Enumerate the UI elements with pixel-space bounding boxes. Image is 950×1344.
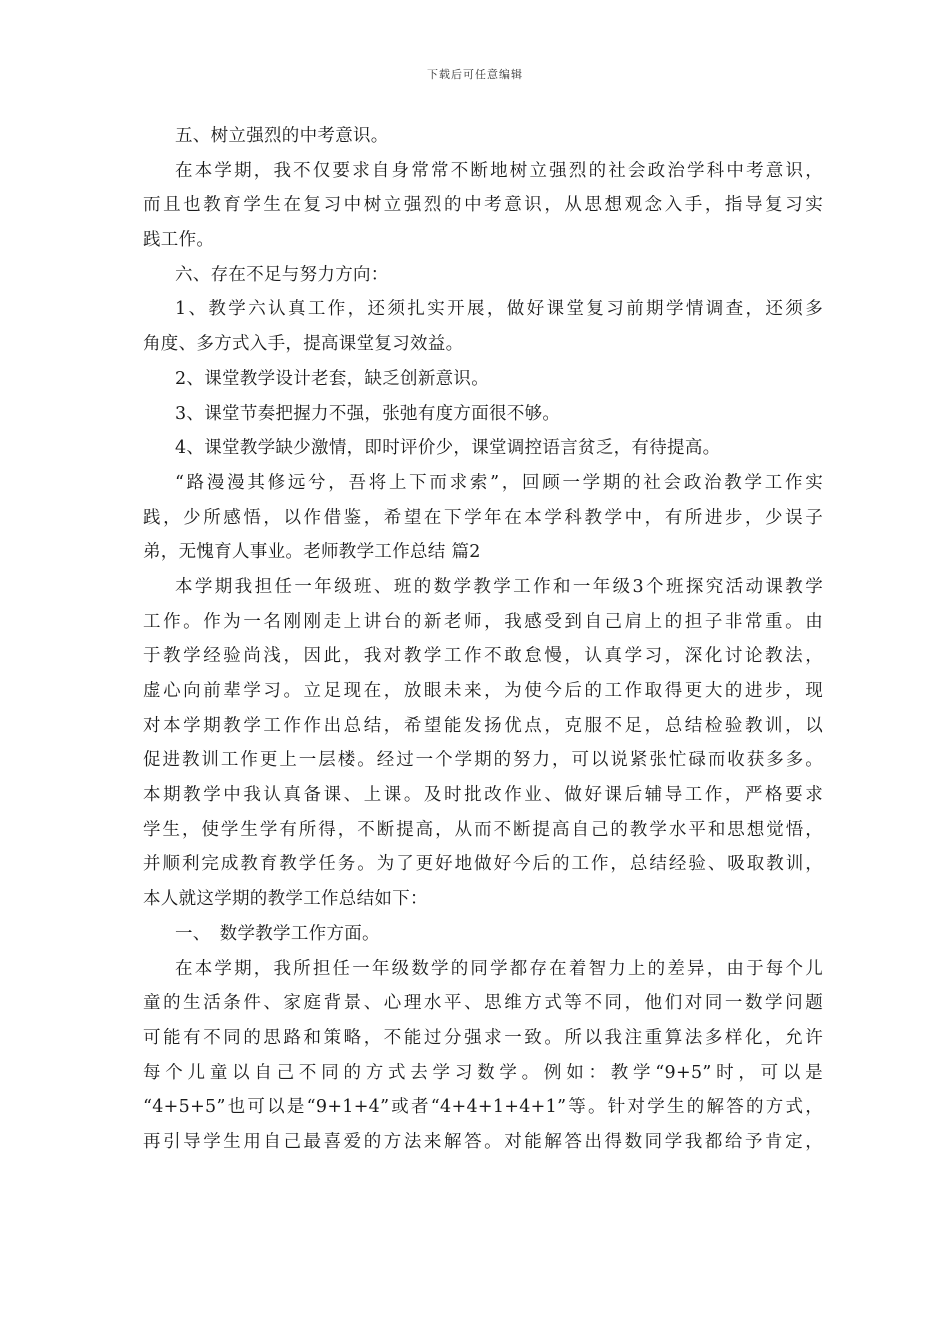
text-line: 在本学期，我所担任一年级数学的同学都存在着智力上的差异，由于每个儿 — [175, 958, 823, 979]
text-line: 学生，使学生学有所得，不断提高，从而不断提高自己的教学水平和思想觉悟， — [143, 819, 823, 840]
text-line: 本学期我担任一年级班、班的数学教学工作和一年级3个班探究活动课教学 — [175, 576, 823, 597]
text-line: “路漫漫其修远兮，吾将上下而求索”，回顾一学期的社会政治教学工作实 — [175, 472, 823, 493]
text-line: 童的生活条件、家庭背景、心理水平、思维方式等不同，他们对同一数学问题 — [143, 993, 823, 1014]
text-line: 六、存在不足与努力方向： — [175, 264, 389, 285]
text-line: 1、教学六认真工作，还须扎实开展，做好课堂复习前期学情调查，还须多 — [175, 299, 823, 320]
text-line: 五、树立强烈的中考意识。 — [175, 126, 389, 146]
text-line: 于教学经验尚浅，因此，我对教学工作不敢怠慢，认真学习，深化讨论教法， — [143, 646, 823, 667]
page-header: 下载后可任意编辑 — [427, 68, 523, 81]
text-line: 一、 数学教学工作方面。 — [175, 923, 380, 944]
text-line: 本人就这学期的教学工作总结如下： — [143, 889, 428, 910]
text-line: “4+5+5”也可以是“9+1+4”或者“4+4+1+4+1”等。针对学生的解答的方式， — [143, 1097, 823, 1118]
text-line: 弟，无愧育人事业。老师教学工作总结 篇2 — [143, 542, 481, 563]
text-line: 3、课堂节奏把握力不强，张弛有度方面很不够。 — [175, 403, 561, 424]
text-line: 对本学期教学工作作出总结，希望能发扬优点，克服不足，总结检验教训，以 — [143, 715, 823, 736]
document-body — [143, 119, 823, 1160]
text-line: 而且也教育学生在复习中树立强烈的中考意识，从思想观念入手，指导复习实 — [143, 195, 823, 216]
text-line: 每个儿童以自己不同的方式去学习数学。例如：教学“9+5”时，可以是 — [143, 1062, 823, 1083]
text-line: 可能有不同的思路和策略，不能过分强求一致。所以我注重算法多样化，允许 — [143, 1027, 823, 1048]
text-line: 2、课堂教学设计老套，缺乏创新意识。 — [175, 368, 490, 389]
text-line: 4、课堂教学缺少激情，即时评价少，课堂调控语言贫乏，有待提高。 — [175, 438, 721, 459]
text-line: 虚心向前辈学习。立足现在，放眼未来，为使今后的工作取得更大的进步，现 — [143, 681, 823, 701]
text-line: 再引导学生用自己最喜爱的方法来解答。对能解答出得数同学我都给予肯定， — [143, 1131, 823, 1152]
text-line: 角度、多方式入手，提高课堂复习效益。 — [143, 334, 464, 355]
text-line: 工作。作为一名刚刚走上讲台的新老师，我感受到自己肩上的担子非常重。由 — [143, 611, 823, 632]
text-line: 践，少所感悟，以作借鉴，希望在下学年在本学科教学中，有所进步，少误子 — [143, 507, 823, 528]
text-line: 本期教学中我认真备课、上课。及时批改作业、做好课后辅导工作，严格要求 — [143, 785, 823, 806]
text-line: 促进教训工作更上一层楼。经过一个学期的努力，可以说紧张忙碌而收获多多。 — [143, 750, 823, 771]
text-line: 并顺利完成教育教学任务。为了更好地做好今后的工作，总结经验、吸取教训， — [143, 854, 823, 875]
text-line: 践工作。 — [143, 230, 215, 251]
text-line: 在本学期，我不仅要求自身常常不断地树立强烈的社会政治学科中考意识， — [175, 160, 823, 181]
